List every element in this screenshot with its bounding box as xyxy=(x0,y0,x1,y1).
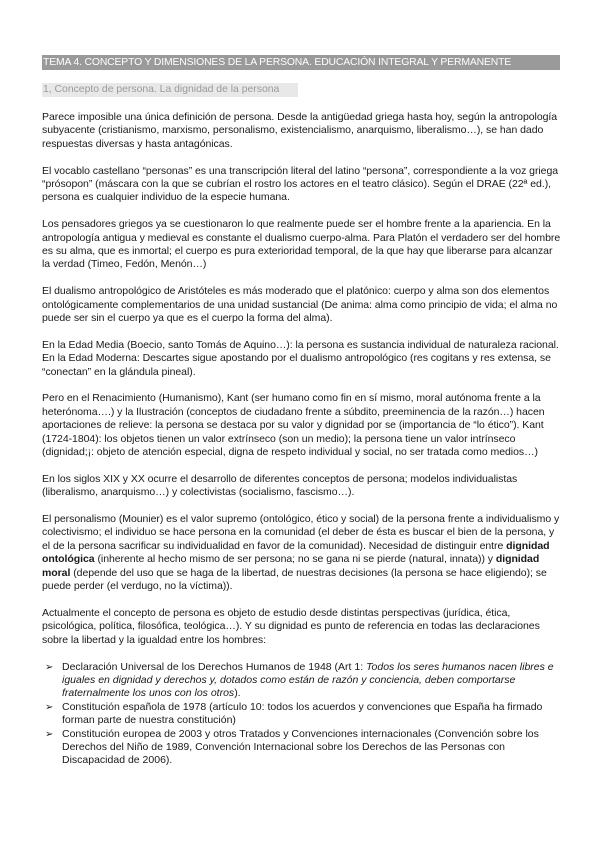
paragraph: Los pensadores griegos ya se cuestionaron lo que realmente puede ser el hombre frente a la apariencia. En la antropología antigua y medieval es constante el dualismo cuerpo-alma. Para Platón el verdadero ser del hombre es su alma, que es inmortal; el cuerpo es pura exterioridad temporal, de la que hay que liberarse para alcanzar la verdad (Timeo, Fedón, Menón…) xyxy=(42,218,561,271)
paragraph: Parece imposible una única definición de persona. Desde la antigüedad griega hasta hoy, según la antropología subyacente (cristianismo, marxismo, personalismo, existencialismo, anarquismo, liberalismo…), se han dado respuestas diversas y hasta antagónicas. xyxy=(42,111,558,150)
dignidad-ontologica-term: dignidad ontológica xyxy=(42,539,550,566)
paragraph: Pero en el Renacimiento (Humanismo), Kant (ser humano como fin en sí mismo, moral autónoma frente a la heterónoma….) y la Ilustración (conceptos de ciudadano frente a súbdito, preeminencia de la razón…) hacen aportaciones de relieve: la persona se destaca por su valor y dignidad por se (importancia de “lo ético”). Kant (1724-1804): los objetos tienen un valor extrínseco (son un medio); la persona tiene un valor intrínseco (dignidad;¡: objeto de atención especial, digna de respeto individual y social, no ser tratada como medios…) xyxy=(42,392,545,459)
list-item-text: Constitución española de 1978 (artículo 10: todos los acuerdos y convenciones que España ha firmado forman parte de nuestra constitución) xyxy=(62,700,543,727)
list-item-text: Declaración Universal de los Derechos Humanos de 1948 (Art 1: xyxy=(62,660,367,673)
mounier-text: (inherente al hecho mismo de ser persona; no se gana ni se pierde (natural, innata)) y xyxy=(94,553,496,566)
list-item-end: ). xyxy=(234,687,241,700)
dignidad-moral-term: dignidad moral xyxy=(42,553,540,579)
arrow-bullet-icon: ➢ xyxy=(45,701,54,713)
arrow-bullet-icon: ➢ xyxy=(45,661,54,673)
paragraph: El dualismo antropológico de Aristóteles es más moderado que el platónico: cuerpo y alma son dos elementos ontológicamente complementarios de una unidad sustancial (De anima: alma como principio de vida; el alma no puede ser sin el cuerpo ya que es el cuerpo la forma del alma). xyxy=(42,285,558,325)
list-item xyxy=(45,701,562,728)
list-item xyxy=(45,661,562,701)
paragraph: En los siglos XIX y XX ocurre el desarrollo de diferentes conceptos de persona; modelos individualistas (liberalismo, anarquismo…) y colectivistas (socialismo, fascismo…). xyxy=(42,472,518,499)
mounier-text: El personalismo (Mounier) es el valor supremo (ontológico, ético y social) de la persona frente a individualismo y colectivismo; el individuo se hace persona en la comunidad (el deber de ésta es buscar el bien de la persona, y el de la persona sacrificar su individualidad en favor de la comunidad). Necesidad de distinguir entre xyxy=(42,513,560,552)
list-item xyxy=(45,728,562,768)
paragraph-mounier xyxy=(42,513,562,593)
declarations-list xyxy=(42,661,562,768)
paragraph: En la Edad Media (Boecio, santo Tomás de Aquino…): la persona es sustancia individual de naturaleza racional. En la Edad Moderna: Descartes sigue apostando por el dualismo antropológico (res cogitans y res extensa, se “conectan” en la glándula pineal). xyxy=(42,338,559,378)
section-heading: 1, Concepto de persona. La dignidad de la persona xyxy=(42,83,298,97)
arrow-bullet-icon: ➢ xyxy=(45,728,54,740)
list-item-quote: Todos los seres humanos nacen libres e iguales en dignidad y derechos y, dotados como están de razón y conciencia, deben comportarse fraternalmente los unos con los otros xyxy=(62,660,554,700)
page-title: TEMA 4. CONCEPTO Y DIMENSIONES DE LA PERSONA. EDUCACIÓN INTEGRAL Y PERMANENTE xyxy=(42,55,560,70)
document-body xyxy=(42,111,562,768)
paragraph: El vocablo castellano “personas” es una transcripción literal del latino “persona”, correspondiente a la voz griega “prósopon” (máscara con la que se cubrían el rostro los actores en el teatro clásico). Según el DRAE (22ª ed.), persona es cualquier individuo de la especie humana. xyxy=(42,164,559,204)
list-item-text: Constitución europea de 2003 y otros Tratados y Convenciones internacionales (Convención sobre los Derechos del Niño de 1989, Convención Internacional sobre los Derechos de las Personas con Discapacidad de 2006). xyxy=(62,727,539,767)
paragraph: Actualmente el concepto de persona es objeto de estudio desde distintas perspectivas (jurídica, ética, psicológica, política, filosófica, teológica…). Y su dignidad es punto de referencia en todas las declaraciones sobre la libertad y la igualdad entre los hombres: xyxy=(42,606,540,646)
mounier-text: (depende del uso que se haga de la libertad, de nuestras decisiones (la persona se hace eligiendo); se puede perder (el verdugo, no la víctima)). xyxy=(42,566,547,593)
